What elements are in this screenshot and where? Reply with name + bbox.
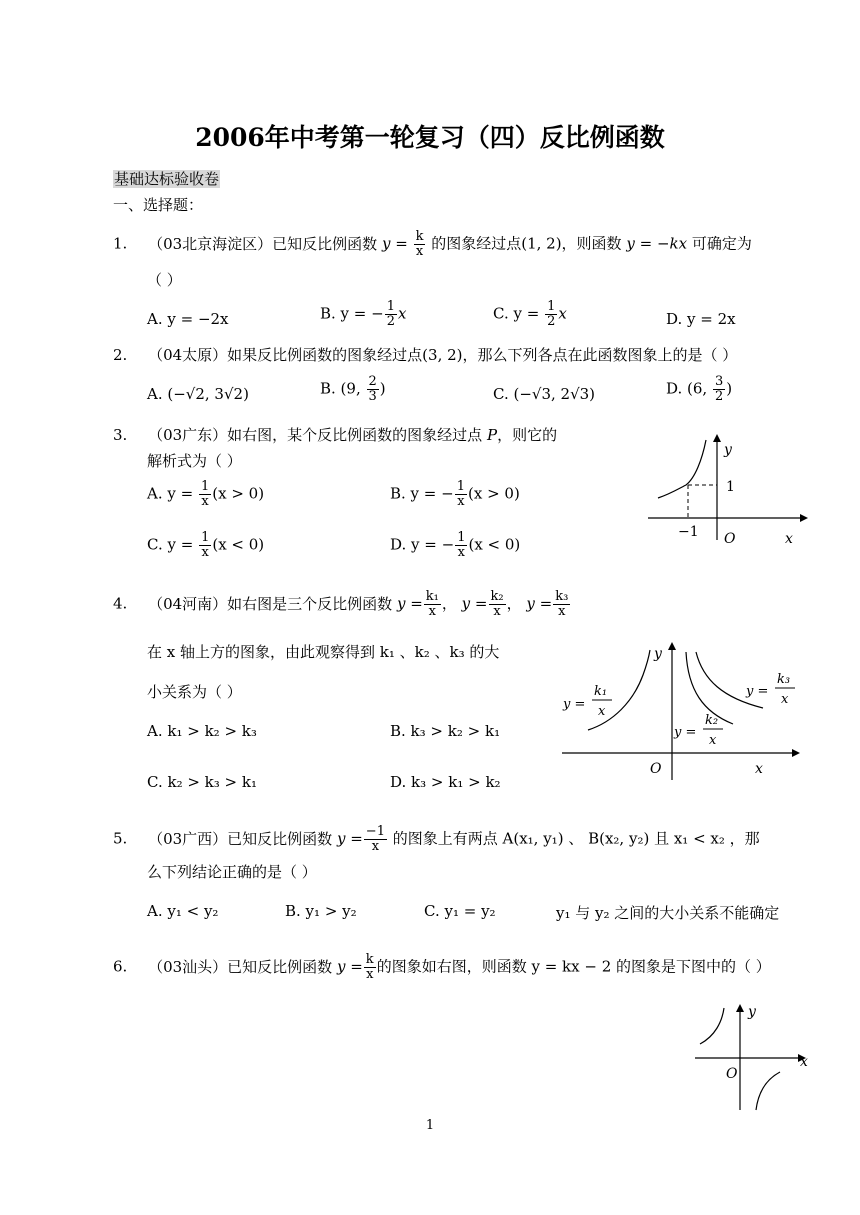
- question-2: 2. （04太原）如果反比例函数的图象经过点(3, 2)，那么下列各点在此函数图象上的是（ ）: [113, 346, 738, 364]
- y-label: y: [748, 1004, 756, 1020]
- option-5c: C. y₁ = y₂: [424, 902, 496, 920]
- question-6: 6. （03汕头）已知反比例函数 y = $\frac{k}{x}$ 的图象如右图，则函数 y = kx − 2 的图象是下图中的（ ）: [113, 952, 771, 982]
- option-3c: C. y = $\frac{1}{x}$ (x < 0): [147, 530, 265, 560]
- question-1: 1. （03北京海淀区）已知反比例函数 y = $\frac{k}{x}$ 的图象经过点(1, 2)，则函数 y = −kx 可确定为: [113, 229, 752, 259]
- k3-num: k₃: [777, 672, 791, 687]
- q6-graph: [690, 1000, 815, 1115]
- question-5: 5. （03广西）已知反比例函数 y = $\frac{-1}{x}$ 的图象上有两点 A(x₁, y₁) 、 B(x₂, y₂) 且 x₁ < x₂ ，那: [113, 824, 760, 854]
- option-2a: A. (−√2, 3√2): [147, 385, 249, 403]
- option-1c: C. y = $\frac{1}{2}$ x: [493, 299, 567, 329]
- option-4c: C. k₂ > k₃ > k₁: [147, 773, 257, 791]
- hyperbola-curve: [658, 440, 706, 498]
- option-2d: D. (6, $\frac{3}{2}$ ): [666, 374, 733, 404]
- k3-den: x: [781, 692, 789, 707]
- curve-k3: [696, 652, 763, 708]
- k1-num: k₁: [594, 684, 608, 699]
- origin-label: O: [726, 1066, 738, 1082]
- one-label: 1: [726, 479, 735, 495]
- question-4: 4. （04河南）如右图是三个反比例函数 y = $\frac{\text{k₁}}{x}$ ， y = $\frac{\text{k₂}}{x}$ ， y = $\frac{\text{k₃}}{x}$: [113, 589, 569, 619]
- origin-label: O: [724, 531, 736, 547]
- option-5d: y₁ 与 y₂ 之间的大小关系不能确定: [556, 904, 780, 922]
- x-label: x: [755, 761, 763, 777]
- question-3-line2: 解析式为（ ）: [147, 452, 242, 470]
- y-axis-arrow: [713, 434, 721, 442]
- q4-graph: [558, 640, 798, 785]
- option-3a: A. y = $\frac{1}{x}$ (x > 0): [147, 479, 265, 509]
- k2-eq: y =: [674, 725, 697, 740]
- option-4b: B. k₃ > k₂ > k₁: [390, 722, 501, 740]
- option-1b: B. y = − $\frac{1}{2}$ x: [320, 299, 407, 329]
- page-number: 1: [425, 1118, 435, 1133]
- option-5a: A. y₁ < y₂: [147, 902, 219, 920]
- question-5-line2: 么下列结论正确的是（ ）: [147, 863, 317, 881]
- x-label: x: [800, 1054, 808, 1070]
- k1-den: x: [598, 704, 606, 719]
- y-axis-arrow: [668, 642, 676, 650]
- option-1a: A. y = −2x: [147, 310, 229, 328]
- k2-den: x: [709, 733, 717, 748]
- option-1d: D. y = 2x: [666, 310, 736, 328]
- k3-eq: y =: [746, 684, 769, 699]
- option-3b: B. y = − $\frac{1}{x}$ (x > 0): [390, 479, 520, 509]
- y-axis-arrow: [736, 1004, 744, 1012]
- k1-eq: y =: [563, 697, 586, 712]
- question-4-line3: 小关系为（ ）: [147, 683, 242, 701]
- curve-upper-left: [700, 1008, 724, 1044]
- option-3d: D. y = − $\frac{1}{x}$ (x < 0): [390, 530, 521, 560]
- question-1-paren: （ ）: [147, 271, 182, 289]
- option-5b: B. y₁ > y₂: [285, 902, 357, 920]
- option-4a: A. k₁ > k₂ > k₃: [147, 722, 257, 740]
- fraction: $\frac{k}{x}$: [415, 229, 424, 259]
- neg-one-label: −1: [678, 524, 699, 540]
- page-title: 2006年中考第一轮复习（四）反比例函数: [195, 123, 665, 152]
- x-axis-arrow: [792, 749, 800, 757]
- option-2b: B. (9, $\frac{2}{3}$ ): [320, 374, 386, 404]
- origin-label: O: [650, 761, 662, 777]
- curve-lower-right: [756, 1072, 780, 1110]
- q3-graph: [640, 430, 810, 550]
- section-label: 基础达标验收卷: [114, 170, 220, 188]
- part-label: 一、选择题：: [113, 196, 204, 214]
- question-3: 3. （03广东）如右图，某个反比例函数的图象经过点 P，则它的: [113, 426, 558, 444]
- option-4d: D. k₃ > k₁ > k₂: [390, 773, 501, 791]
- y-label: y: [724, 442, 732, 458]
- question-4-line2: 在 x 轴上方的图象，由此观察得到 k₁ 、k₂ 、k₃ 的大: [147, 643, 500, 661]
- k2-num: k₂: [705, 713, 719, 728]
- option-2c: C. (−√3, 2√3): [493, 385, 596, 403]
- y-label: y: [654, 646, 662, 662]
- x-axis-arrow: [800, 514, 808, 522]
- x-label: x: [785, 531, 793, 547]
